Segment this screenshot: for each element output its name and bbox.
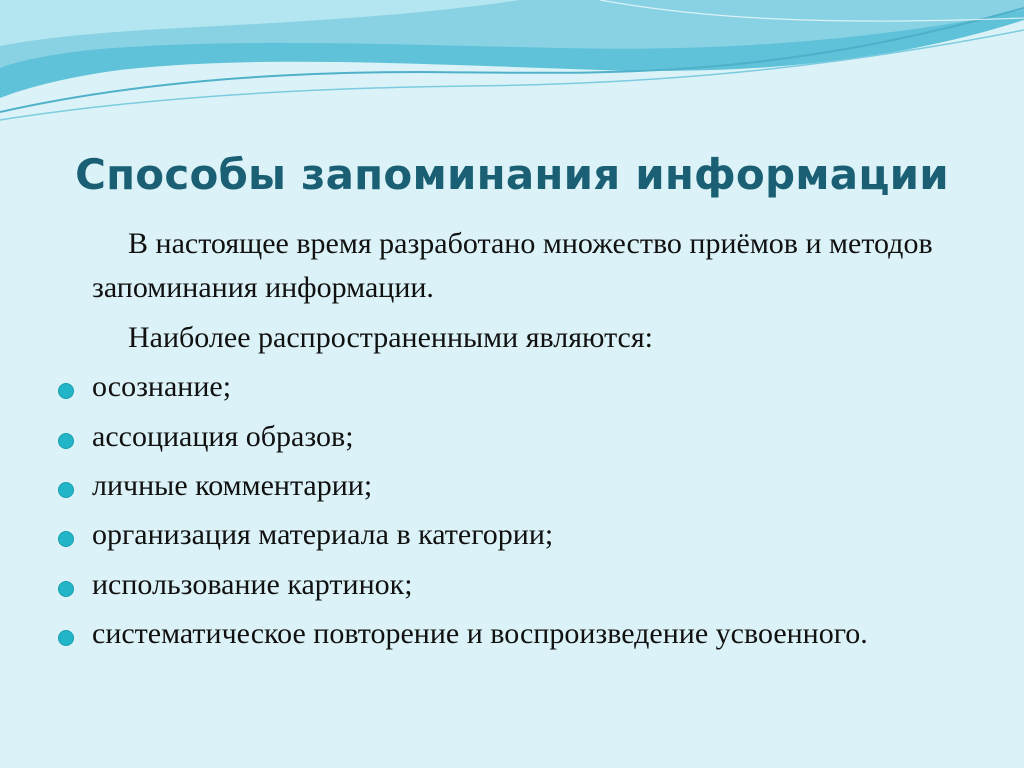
list-item — [48, 365, 978, 409]
decorative-wave-header — [0, 0, 1024, 130]
list-item-text: организация материала в категории; — [92, 518, 554, 552]
list-item-text: осознание; — [92, 370, 232, 404]
intro-paragraph: В настоящее время разработано множество приёмов и методов запоминания информации. — [92, 227, 933, 305]
list-item — [48, 464, 978, 508]
list-item — [48, 513, 978, 557]
bullet-icon — [58, 433, 74, 449]
slide-body — [48, 222, 978, 662]
lead-in-paragraph: Наиболее распространенными являются: — [128, 320, 653, 354]
list-item-text: использование картинок; — [92, 567, 413, 601]
bullet-icon — [58, 630, 74, 646]
slide-title: Способы запоминания информации — [75, 150, 949, 199]
list-item — [48, 415, 978, 459]
list-item-text: ассоциация образов; — [92, 419, 354, 453]
list-item — [48, 612, 978, 656]
bullet-icon — [58, 482, 74, 498]
bullet-icon — [58, 531, 74, 547]
bullet-icon — [58, 581, 74, 597]
list-item-text: систематическое повторение и воспроизведение усвоенного. — [92, 617, 868, 651]
list-item-text: личные комментарии; — [92, 468, 373, 502]
bullet-icon — [58, 383, 74, 399]
methods-list — [48, 365, 978, 656]
list-item — [48, 563, 978, 607]
